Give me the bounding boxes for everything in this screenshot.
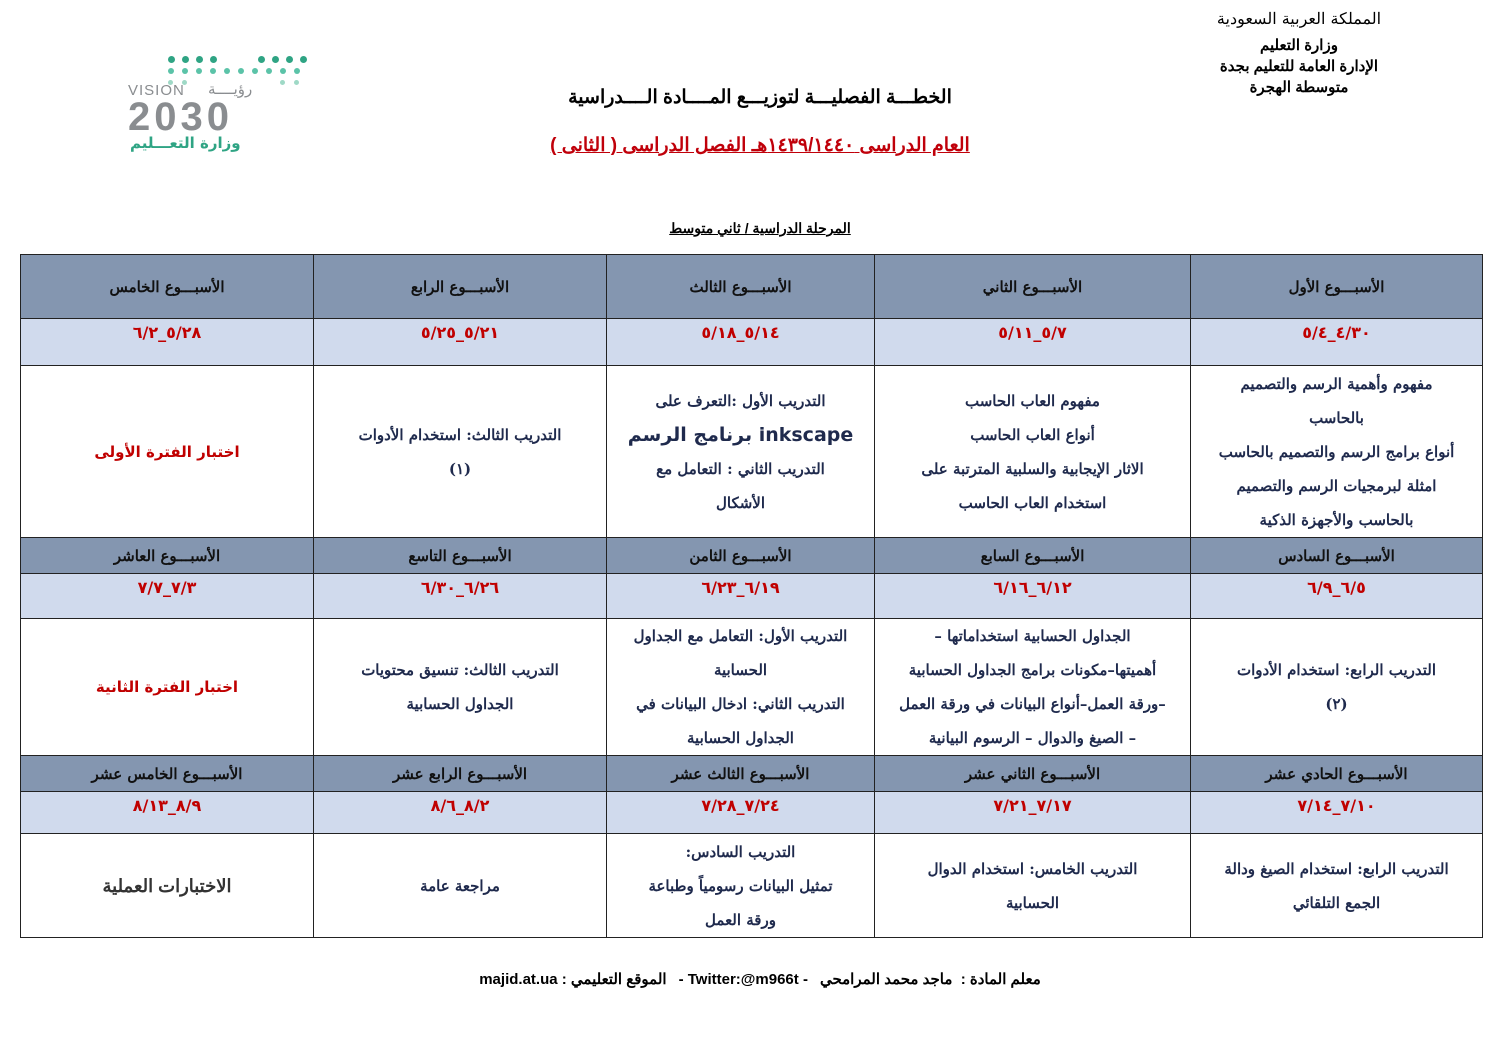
logo-dot xyxy=(280,80,285,85)
footer xyxy=(400,970,1120,988)
week-content xyxy=(875,619,1191,756)
content-line: مفهوم العاب الحاسب xyxy=(965,391,1100,410)
content-line: (١) xyxy=(448,459,472,478)
content-line: (٢) xyxy=(1325,695,1348,713)
week-content xyxy=(21,366,314,538)
logo-dot xyxy=(224,68,230,74)
week-dates: ٥/٢٨_٦/٢ xyxy=(21,319,314,366)
logo-year-text: 2030 xyxy=(128,95,233,139)
logo-dot xyxy=(196,68,202,74)
week-dates: ٦/٢٦_٦/٣٠ xyxy=(314,574,607,619)
week-dates: ٤/٣٠_٥/٤ xyxy=(1191,319,1483,366)
content-line: مفهوم وأهمية الرسم والتصميم xyxy=(1240,374,1433,393)
logo-dot xyxy=(266,68,272,74)
content-line: أهميتها–مكونات برامج الجداول الحسابية xyxy=(908,661,1157,679)
week-label: الأسبـــوع التاسع xyxy=(314,538,607,574)
week-dates: ٨/٩_٨/١٣ xyxy=(21,792,314,834)
content-line: الاثار الإيجابية والسلبية المترتبة على xyxy=(921,459,1144,478)
week-label: الأسبـــوع الأول xyxy=(1191,255,1483,319)
week-content xyxy=(1191,366,1483,538)
week-content-row xyxy=(21,366,1483,538)
content-line: التدريب الثاني: ادخال البيانات في xyxy=(636,695,845,713)
week-label: الأسبـــوع الثاني عشر xyxy=(875,756,1191,792)
week-label: الأسبـــوع الثامن xyxy=(607,538,875,574)
logo-ruya-text: رؤيــــة xyxy=(208,80,253,98)
twitter-handle[interactable]: - Twitter:@m966t - xyxy=(678,971,808,988)
content-line: أنواع برامج الرسم والتصميم بالحاسب xyxy=(1218,442,1455,461)
week-label: الأسبـــوع العاشر xyxy=(21,538,314,574)
logo-dot xyxy=(182,68,188,74)
content-line: استخدام العاب الحاسب xyxy=(958,493,1107,512)
organization-header xyxy=(1199,8,1399,98)
week-dates: ٧/١٧_٧/٢١ xyxy=(875,792,1191,834)
content-line: بالحاسب xyxy=(1309,408,1364,427)
logo-dot xyxy=(286,56,293,63)
content-line: التدريب الرابع: استخدام الأدوات xyxy=(1236,661,1437,679)
logo-dot xyxy=(252,68,258,74)
week-header-row xyxy=(21,255,1483,319)
ministry-name: وزارة التعليم xyxy=(1260,37,1338,54)
week-content xyxy=(607,366,875,538)
week-label: الأسبـــوع الثالث xyxy=(607,255,875,319)
content-line: اختبار الفترة الأولى xyxy=(94,442,240,461)
content-line: أنواع العاب الحاسب xyxy=(970,425,1095,444)
content-line: الاختبارات العملية xyxy=(102,875,232,896)
distribution-plan-table xyxy=(20,254,1483,938)
week-content-row xyxy=(21,619,1483,756)
content-line: inkscape برنامج الرسم xyxy=(627,423,854,446)
page-title: الخطـــة الفصليـــة لتوزيـــع المــــادة الــــدراسية xyxy=(568,87,952,108)
week-dates: ٦/١٩_٦/٢٣ xyxy=(607,574,875,619)
week-label: الأسبـــوع الثالث عشر xyxy=(607,756,875,792)
vision-2030-logo xyxy=(118,52,298,157)
logo-dot xyxy=(182,56,189,63)
week-label: الأسبـــوع الرابع عشر xyxy=(314,756,607,792)
week-header-row xyxy=(21,538,1483,574)
content-line: اختبار الفترة الثانية xyxy=(95,678,239,696)
school-name: متوسطة الهجرة xyxy=(1249,79,1349,96)
logo-dot xyxy=(168,56,175,63)
content-line: الجداول الحسابية xyxy=(406,695,514,713)
logo-dot xyxy=(294,80,299,85)
week-content xyxy=(875,834,1191,938)
content-line: التدريب الثالث: تنسيق محتويات xyxy=(361,661,559,679)
kingdom-name: المملكة العربية السعودية xyxy=(1216,9,1382,28)
week-dates: ٥/٧_٥/١١ xyxy=(875,319,1191,366)
week-content xyxy=(314,619,607,756)
directorate-name: الإدارة العامة للتعليم بجدة xyxy=(1219,58,1379,75)
logo-dot xyxy=(300,56,307,63)
content-line: التدريب الأول :التعرف على xyxy=(655,391,826,410)
logo-ministry-text: وزارة التعـــليم xyxy=(130,134,241,152)
content-line: مراجعة عامة xyxy=(420,876,500,895)
week-content xyxy=(1191,619,1483,756)
content-line: بالحاسب والأجهزة الذكية xyxy=(1259,510,1414,529)
week-content xyxy=(314,834,607,938)
content-line: – الصيغ والدوال – الرسوم البيانية xyxy=(928,729,1137,747)
week-dates: ٧/١٠_٧/١٤ xyxy=(1191,792,1483,834)
week-dates: ٦/٥_٦/٩ xyxy=(1191,574,1483,619)
logo-dot xyxy=(196,56,203,63)
week-label: الأسبـــوع السادس xyxy=(1191,538,1483,574)
week-header-row xyxy=(21,756,1483,792)
academic-year-title: العام الدراسى ١٤٣٩/١٤٤٠هـ الفصل الدراسى ( الثانى ) xyxy=(550,135,970,156)
logo-dot xyxy=(258,56,265,63)
week-content xyxy=(21,619,314,756)
week-dates: ٧/٣_٧/٧ xyxy=(21,574,314,619)
content-line: الجداول الحسابية xyxy=(687,729,794,747)
content-line: الحسابية xyxy=(713,661,768,679)
week-dates: ٥/١٤_٥/١٨ xyxy=(607,319,875,366)
logo-dot xyxy=(210,68,216,74)
week-label: الأسبـــوع الخامس xyxy=(21,255,314,319)
content-line: التدريب الخامس: استخدام الدوال xyxy=(927,859,1138,878)
logo-vision-text: VISION xyxy=(128,82,185,99)
week-dates-row xyxy=(21,319,1483,366)
week-content xyxy=(607,619,875,756)
week-dates-row xyxy=(21,792,1483,834)
logo-dot xyxy=(280,68,286,74)
week-dates-row xyxy=(21,574,1483,619)
logo-dot xyxy=(238,68,244,74)
week-dates: ٦/١٢_٦/١٦ xyxy=(875,574,1191,619)
week-label: الأسبـــوع الحادي عشر xyxy=(1191,756,1483,792)
week-content xyxy=(607,834,875,938)
website-link[interactable]: الموقع التعليمي : majid.at.ua xyxy=(479,971,667,988)
week-dates: ٥/٢١_٥/٢٥ xyxy=(314,319,607,366)
week-label: الأسبـــوع السابع xyxy=(875,538,1191,574)
content-line: –ورقة العمل–أنواع البيانات في ورقة العمل xyxy=(899,695,1166,713)
content-line: التدريب الثاني : التعامل مع xyxy=(656,459,825,478)
content-line: التدريب الرابع: استخدام الصيغ ودالة xyxy=(1224,859,1449,878)
content-line: امثلة لبرمجيات الرسم والتصميم xyxy=(1236,476,1437,495)
week-content xyxy=(1191,834,1483,938)
content-line: تمثيل البيانات رسومياً وطباعة xyxy=(648,876,833,895)
content-line: التدريب الثالث: استخدام الأدوات xyxy=(358,425,562,444)
content-line: ورقة العمل xyxy=(705,910,776,929)
week-content xyxy=(875,366,1191,538)
week-label: الأسبـــوع الخامس عشر xyxy=(21,756,314,792)
week-content xyxy=(21,834,314,938)
teacher-name: معلم المادة : ماجد محمد المرامحي xyxy=(819,971,1041,988)
content-line: التدريب الأول: التعامل مع الجداول xyxy=(633,627,848,645)
week-dates: ٧/٢٤_٧/٢٨ xyxy=(607,792,875,834)
week-content-row xyxy=(21,834,1483,938)
content-line: الجمع التلقائي xyxy=(1292,893,1381,912)
logo-dot xyxy=(168,68,174,74)
content-line: الأشكال xyxy=(715,493,766,512)
logo-dot xyxy=(294,68,300,74)
logo-dot xyxy=(210,56,217,63)
week-content xyxy=(314,366,607,538)
week-label: الأسبـــوع الرابع xyxy=(314,255,607,319)
week-label: الأسبـــوع الثاني xyxy=(875,255,1191,319)
logo-dot xyxy=(272,56,279,63)
content-line: الحسابية xyxy=(1005,893,1060,912)
week-dates: ٨/٢_٨/٦ xyxy=(314,792,607,834)
stage-label: المرحلة الدراسية / ثاني متوسط xyxy=(669,220,851,236)
content-line: الجداول الحسابية استخداماتها – xyxy=(934,627,1131,645)
content-line: التدريب السادس: xyxy=(685,842,796,861)
